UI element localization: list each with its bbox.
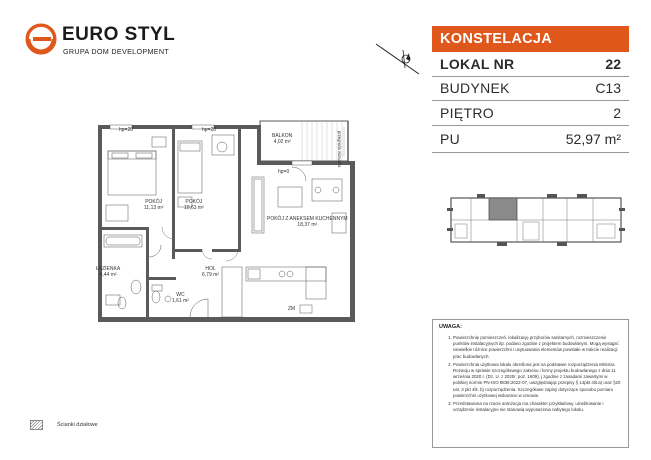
room-area: 4,02 m² [273,139,291,145]
notes-title: UWAGA: [439,324,462,330]
room-name: ŁAZIENKA [96,266,121,272]
room-name: POKÓJ [145,199,163,205]
room-living-kitchen [267,216,348,228]
notes-box [432,319,629,448]
room-name: POKÓJ Z ANEKSEM KUCHENNYM [267,216,348,222]
room-area: 1,61 m² [172,298,189,304]
room-area: 10,63 m² [184,205,204,211]
floor-plan [92,117,362,332]
info-label: LOKAL NR [440,55,515,72]
legend-label: Ścianki działowe [57,422,98,428]
brand-name: EURO STYL [62,24,176,45]
info-label: PU [440,130,461,147]
info-row-building [432,77,629,102]
marker-hp20-b: hp=20 [202,127,217,133]
room-area: 6,79 m² [202,272,219,278]
room-area: 18,37 m² [297,222,318,228]
note-item: 2. Powierzchnia użytkowa lokalu określona jest na podstawie rozporządzenia Ministra Rozwoju w sprawie szczegółowego zakresu i formy projektu budowlanego z dnia 11 września 2020 r. (Dz. U. z 2020r. poz. 1609), j zgodnie z zasadami zawartymi w polskiej normie PN-ISO 9836:2022-07, uwzględniając przepisy § 14pkt 4lit.a) oraz §20 ust. 3 pkt 4lit. b) rozporządzenia. Szczegółowe zapisy dotyczące sposobu pomiaru powierzchni użytkowej wskazano w umowie. [453,362,622,399]
info-value: 52,97 m² [565,130,621,147]
marker-hp0: hp=0 [278,169,290,175]
room-wc [172,292,189,304]
room-area: 4,44 m² [99,272,117,278]
room-area: 11,13 m² [144,205,164,211]
project-name: KONSTELACJA [432,26,629,52]
marker-zm: ZM [288,306,296,312]
room-name: BALKON [272,133,293,139]
building-key-plan [447,188,627,248]
euro-styl-logo-mark-icon [24,22,58,56]
partition-wall-swatch-icon [30,420,43,430]
room-name: WC [176,292,185,298]
room-name: POKÓJ [185,199,203,205]
info-row-area [432,126,629,153]
info-value: 2 [613,104,621,121]
brand-logo [24,22,214,62]
info-value: 22 [605,55,621,72]
info-row-unit [432,52,629,77]
info-label: PIĘTRO [440,104,494,121]
room-bedroom-1 [144,199,163,211]
marker-hp20-a: hp=20 [119,127,134,133]
info-value: C13 [595,80,621,97]
room-name: HOL [205,266,216,272]
partition-label: przegroda wizualna [337,131,342,168]
info-row-floor [432,101,629,126]
room-balcony [272,133,292,145]
info-label: BUDYNEK [440,80,510,97]
room-hall [202,266,219,278]
room-bathroom [96,266,120,278]
room-bedroom-2 [184,199,204,211]
north-arrow-icon [370,40,425,80]
brand-subtitle: GRUPA DOM DEVELOPMENT [63,47,170,56]
note-item: 1. Powierzchnię pomieszczeń, lokalizację przyborów sanitarnych, rozmieszczenie punktów instalacyjnych itp. podano zgodnie z projektem budowlanym. Mogą wystąpić niewielkie różnice powierzchni i usytuowania elementów powstałe w trakcie realizacji prac budowlanych. [453,335,622,360]
legend [30,420,150,434]
apartment-info-table [432,26,629,153]
note-item: 3. Przedstawiona na rzucie aranżacja ma charakter przykładowy, umeblowanie i urządzenie instalacyjne nie stanowią wyposażenia nabytego lokalu. [453,401,622,413]
notes-list [439,335,622,413]
